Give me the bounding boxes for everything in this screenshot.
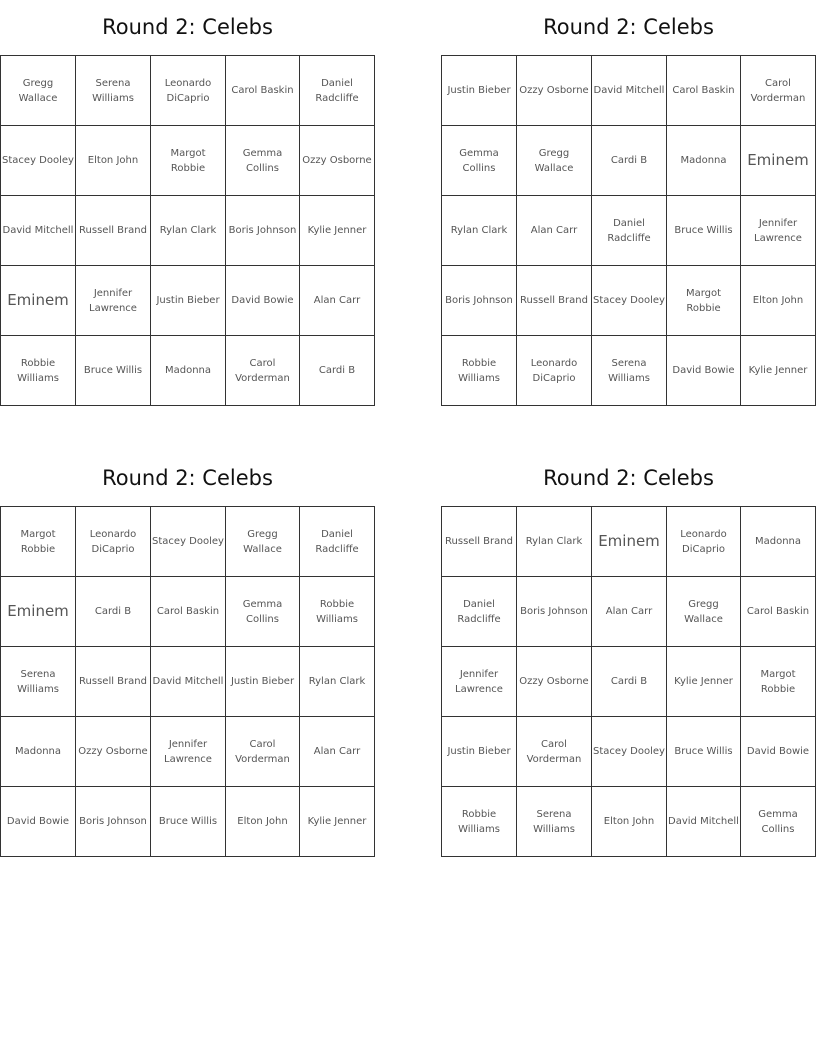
bingo-cell: Daniel Radcliffe	[300, 56, 375, 126]
bingo-cell: Madonna	[667, 126, 741, 196]
bingo-cell: Jennifer Lawrence	[741, 196, 816, 266]
bingo-cell: Elton John	[592, 787, 667, 857]
bingo-cell: Robbie Williams	[1, 336, 76, 406]
bingo-cell: Ozzy Osborne	[517, 56, 592, 126]
bingo-cell: Margot Robbie	[1, 507, 76, 577]
bingo-cell: Daniel Radcliffe	[592, 196, 667, 266]
bingo-cell: Serena Williams	[592, 336, 667, 406]
bingo-cell: Margot Robbie	[151, 126, 226, 196]
bingo-cell: Boris Johnson	[226, 196, 300, 266]
bingo-cell: David Mitchell	[151, 647, 226, 717]
bingo-cell: Rylan Clark	[300, 647, 375, 717]
bingo-cell: Carol Baskin	[667, 56, 741, 126]
bingo-cell: Stacey Dooley	[592, 717, 667, 787]
bingo-cell: Elton John	[76, 126, 151, 196]
bingo-cell: Rylan Clark	[151, 196, 226, 266]
bingo-cell: Alan Carr	[300, 266, 375, 336]
bingo-grid	[0, 506, 375, 857]
bingo-cell: Russell Brand	[517, 266, 592, 336]
bingo-cell: Serena Williams	[517, 787, 592, 857]
bingo-cell: Serena Williams	[1, 647, 76, 717]
bingo-cell: Cardi B	[592, 126, 667, 196]
bingo-cell: Russell Brand	[76, 196, 151, 266]
bingo-cell: Justin Bieber	[442, 717, 517, 787]
bingo-cell: Gemma Collins	[226, 126, 300, 196]
bingo-cell: Russell Brand	[76, 647, 151, 717]
bingo-cell: Ozzy Osborne	[300, 126, 375, 196]
bingo-cell: Justin Bieber	[442, 56, 517, 126]
bingo-cell: Carol Baskin	[151, 577, 226, 647]
bingo-cell: Carol Vorderman	[226, 717, 300, 787]
bingo-cell: Boris Johnson	[76, 787, 151, 857]
bingo-cell: Leonardo DiCaprio	[76, 507, 151, 577]
bingo-card-1	[0, 0, 375, 406]
bingo-cell: Stacey Dooley	[151, 507, 226, 577]
bingo-cell: Bruce Willis	[667, 717, 741, 787]
bingo-cell: Carol Vorderman	[741, 56, 816, 126]
card-title: Round 2: Celebs	[543, 15, 714, 39]
bingo-cell: Ozzy Osborne	[517, 647, 592, 717]
bingo-card-2	[441, 0, 816, 406]
bingo-cell: Robbie Williams	[442, 787, 517, 857]
bingo-cell: Elton John	[741, 266, 816, 336]
bingo-cell: Gregg Wallace	[667, 577, 741, 647]
bingo-cell: Elton John	[226, 787, 300, 857]
bingo-cell: David Bowie	[667, 336, 741, 406]
bingo-cell: David Bowie	[741, 717, 816, 787]
bingo-cell: Leonardo DiCaprio	[517, 336, 592, 406]
bingo-cell: Gregg Wallace	[226, 507, 300, 577]
bingo-cell: Gregg Wallace	[1, 56, 76, 126]
bingo-cell: Margot Robbie	[741, 647, 816, 717]
bingo-cell: David Bowie	[1, 787, 76, 857]
bingo-cell: Rylan Clark	[517, 507, 592, 577]
bingo-cell: Stacey Dooley	[1, 126, 76, 196]
bingo-cell: Leonardo DiCaprio	[151, 56, 226, 126]
bingo-card-3	[0, 451, 375, 857]
bingo-cell: Daniel Radcliffe	[300, 507, 375, 577]
bingo-cell: David Mitchell	[1, 196, 76, 266]
bingo-cell: Gemma Collins	[442, 126, 517, 196]
bingo-cell: Eminem	[592, 507, 667, 577]
bingo-cell: Bruce Willis	[76, 336, 151, 406]
bingo-cell: Robbie Williams	[300, 577, 375, 647]
bingo-cell: Bruce Willis	[151, 787, 226, 857]
bingo-cell: Kylie Jenner	[300, 196, 375, 266]
bingo-cell: Eminem	[1, 266, 76, 336]
bingo-cell: Jennifer Lawrence	[151, 717, 226, 787]
bingo-cell: Cardi B	[300, 336, 375, 406]
bingo-cell: Alan Carr	[592, 577, 667, 647]
bingo-grid	[441, 506, 816, 857]
bingo-cell: Jennifer Lawrence	[76, 266, 151, 336]
bingo-cell: Carol Vorderman	[517, 717, 592, 787]
bingo-cell: Gregg Wallace	[517, 126, 592, 196]
bingo-cell: Carol Vorderman	[226, 336, 300, 406]
bingo-card-4	[441, 451, 816, 857]
bingo-cell: Jennifer Lawrence	[442, 647, 517, 717]
bingo-cell: Russell Brand	[442, 507, 517, 577]
bingo-cell: Eminem	[741, 126, 816, 196]
bingo-cell: Ozzy Osborne	[76, 717, 151, 787]
bingo-cell: Cardi B	[592, 647, 667, 717]
bingo-cell: Daniel Radcliffe	[442, 577, 517, 647]
bingo-cell: Robbie Williams	[442, 336, 517, 406]
bingo-cell: David Mitchell	[667, 787, 741, 857]
card-title: Round 2: Celebs	[102, 466, 273, 490]
bingo-cell: Carol Baskin	[741, 577, 816, 647]
bingo-cell: Kylie Jenner	[300, 787, 375, 857]
bingo-cell: David Mitchell	[592, 56, 667, 126]
bingo-cell: Gemma Collins	[226, 577, 300, 647]
bingo-cell: Alan Carr	[300, 717, 375, 787]
bingo-cell: Madonna	[1, 717, 76, 787]
card-title: Round 2: Celebs	[102, 15, 273, 39]
bingo-cell: Cardi B	[76, 577, 151, 647]
bingo-cell: Justin Bieber	[226, 647, 300, 717]
bingo-cell: Kylie Jenner	[667, 647, 741, 717]
bingo-cell: Kylie Jenner	[741, 336, 816, 406]
bingo-cell: Gemma Collins	[741, 787, 816, 857]
bingo-cell: Leonardo DiCaprio	[667, 507, 741, 577]
bingo-cell: Eminem	[1, 577, 76, 647]
bingo-cell: Serena Williams	[76, 56, 151, 126]
bingo-cell: Boris Johnson	[517, 577, 592, 647]
bingo-grid	[441, 55, 816, 406]
bingo-cell: Justin Bieber	[151, 266, 226, 336]
bingo-cell: David Bowie	[226, 266, 300, 336]
bingo-cell: Madonna	[741, 507, 816, 577]
bingo-grid	[0, 55, 375, 406]
bingo-cell: Alan Carr	[517, 196, 592, 266]
bingo-cell: Carol Baskin	[226, 56, 300, 126]
card-title: Round 2: Celebs	[543, 466, 714, 490]
bingo-cell: Boris Johnson	[442, 266, 517, 336]
bingo-cell: Bruce Willis	[667, 196, 741, 266]
bingo-cell: Margot Robbie	[667, 266, 741, 336]
bingo-cell: Stacey Dooley	[592, 266, 667, 336]
bingo-cell: Rylan Clark	[442, 196, 517, 266]
bingo-cell: Madonna	[151, 336, 226, 406]
